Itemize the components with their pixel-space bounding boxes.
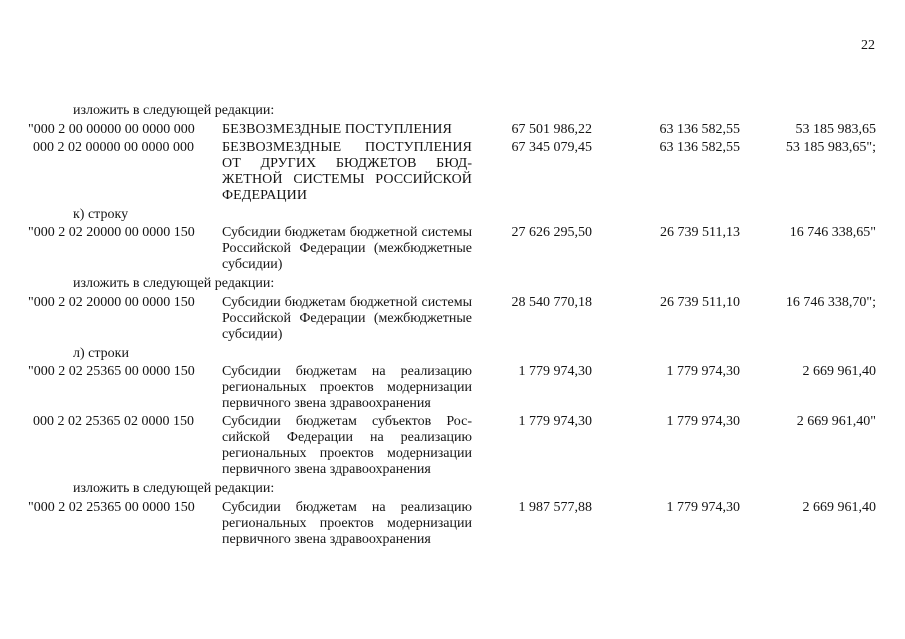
instruction-line (0, 102, 905, 120)
value-col-2: 1 779 974,30 (666, 414, 740, 429)
value-col-3: 2 669 961,40 (802, 499, 876, 515)
item-heading (0, 206, 905, 224)
value-col-1: 67 345 079,45 (511, 139, 592, 155)
row-name: Субсидии бюджетам на реализацию региональных проектов модернизации первичного звена здравоохранения (222, 499, 472, 547)
row-name: Субсидии бюджетам субъектов Российской Федерации на реализацию региональных проектов модернизации первичного звена здравоохранения (222, 414, 472, 477)
table-row (0, 122, 905, 138)
value-col-1: 67 501 986,22 (511, 121, 592, 137)
value-col-1: 1 779 974,30 (518, 414, 592, 429)
value-col-3: 53 185 983,65 (795, 121, 876, 137)
row-name: БЕЗВОЗМЕЗДНЫЕ ПОСТУПЛЕНИЯ ОТ ДРУГИХ БЮДЖЕТОВ БЮДЖЕТНОЙ СИСТЕМЫ РОССИЙСКОЙ ФЕДЕРАЦИИ (222, 139, 472, 203)
budget-code: "000 2 02 20000 00 0000 150 (28, 225, 195, 240)
value-col-2: 1 779 974,30 (666, 364, 740, 379)
budget-code: 000 2 02 00000 00 0000 000 (33, 139, 194, 155)
value-col-3: 16 746 338,70"; (785, 294, 876, 310)
value-col-3: 16 746 338,65" (789, 225, 876, 240)
value-col-2: 63 136 582,55 (659, 121, 740, 137)
budget-code: "000 2 00 00000 00 0000 000 (28, 121, 195, 137)
item-heading-text: л) строки (73, 345, 129, 361)
item-heading (0, 345, 905, 363)
value-col-1: 1 779 974,30 (518, 364, 592, 379)
row-name: Субсидии бюджетам на реализацию региональных проектов модернизации первичного звена здравоохранения (222, 364, 472, 411)
table-row (0, 225, 905, 273)
page-number: 22 (861, 38, 875, 53)
value-col-3: 53 185 983,65"; (785, 139, 876, 155)
value-col-1: 28 540 770,18 (511, 294, 592, 310)
row-name: Субсидии бюджетам бюджетной системы Российской Федерации (межбюджетные субсидии) (222, 225, 472, 272)
value-col-2: 1 779 974,30 (666, 499, 740, 515)
instruction-text: изложить в следующей редакции: (73, 103, 275, 118)
budget-code: "000 2 02 20000 00 0000 150 (28, 294, 195, 310)
table-row (0, 140, 905, 204)
value-col-2: 26 739 511,10 (660, 294, 740, 310)
instruction-line (0, 480, 905, 498)
document-body (0, 102, 905, 550)
instruction-text: изложить в следующей редакции: (73, 276, 275, 291)
budget-code: 000 2 02 25365 02 0000 150 (33, 414, 194, 429)
instruction-text: изложить в следующей редакции: (73, 481, 275, 496)
instruction-line (0, 275, 905, 293)
table-row (0, 414, 905, 478)
value-col-3: 2 669 961,40" (796, 414, 876, 429)
value-col-1: 1 987 577,88 (518, 499, 592, 515)
budget-code: "000 2 02 25365 00 0000 150 (28, 364, 195, 379)
budget-code: "000 2 02 25365 00 0000 150 (28, 499, 195, 515)
value-col-3: 2 669 961,40 (802, 364, 876, 379)
row-name: Субсидии бюджетам бюджетной системы Российской Федерации (межбюджетные субсидии) (222, 294, 472, 342)
row-name: БЕЗВОЗМЕЗДНЫЕ ПОСТУПЛЕНИЯ (222, 121, 452, 137)
table-row (0, 500, 905, 548)
table-row (0, 364, 905, 412)
value-col-2: 26 739 511,13 (660, 225, 740, 240)
table-row (0, 295, 905, 343)
value-col-2: 63 136 582,55 (659, 139, 740, 155)
item-heading-text: к) строку (73, 206, 129, 222)
value-col-1: 27 626 295,50 (511, 225, 592, 240)
